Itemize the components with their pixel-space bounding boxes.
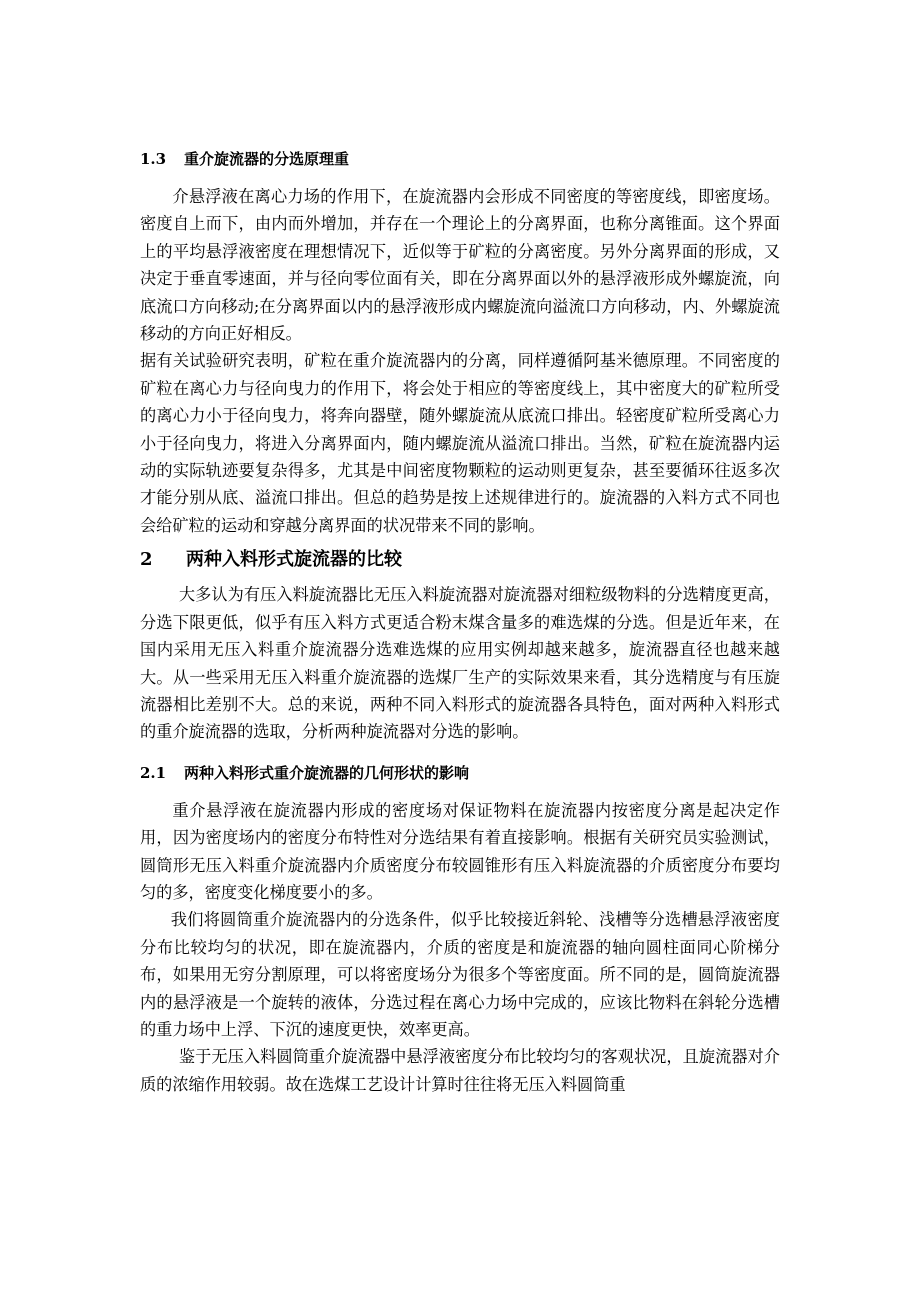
section-heading-2 xyxy=(140,547,780,573)
section-title: 两种入料形式旋流器的比较 xyxy=(186,549,402,571)
document-page xyxy=(140,148,780,1098)
section-number: 1.3 xyxy=(140,150,167,168)
paragraph: 大多认为有压入料旋流器比无压入料旋流器对旋流器对细粒级物料的分选精度更高，分选下限更低，似乎有压入料方式更适合粉末煤含量多的难选煤的分选。但是近年来，在国内采用无压入料重介旋流器分选难选煤的应用实例却越来越多，旋流器直径也越来越大。从一些采用无压入料重介旋流器的选煤厂生产的实际效果来看，其分选精度与有压旋流器相比差别不大。总的来说，两种不同入料形式的旋流器各具特色，面对两种入料形式的重介旋流器的选取，分析两种旋流器对分选的影响。 xyxy=(140,585,780,742)
section-heading-1-3 xyxy=(140,148,780,170)
section-title: 重介旋流器的分选原理重 xyxy=(184,150,350,168)
section-number: 2 xyxy=(140,549,153,571)
paragraph: 鉴于无压入料圆筒重介旋流器中悬浮液密度分布比较均匀的客观状况，且旋流器对介质的浓缩作用较弱。故在选煤工艺设计计算时往往将无压入料圆筒重 xyxy=(140,1047,780,1094)
paragraph: 我们将圆筒重介旋流器内的分选条件，似乎比较接近斜轮、浅槽等分选槽悬浮液密度分布比较均匀的状况，即在旋流器内，介质的密度是和旋流器的轴向圆柱面同心阶梯分布，如果用无穷分割原理，可以将密度场分为很多个等密度面。所不同的是，圆筒旋流器内的悬浮液是一个旋转的液体，分选过程在离心力场中完成的，应该比物料在斜轮分选槽的重力场中上浮、下沉的速度更快，效率更高。 xyxy=(140,910,780,1039)
section-number: 2.1 xyxy=(140,763,167,782)
paragraph: 介悬浮液在离心力场的作用下，在旋流器内会形成不同密度的等密度线，即密度场。密度自上而下，由内而外增加，并存在一个理论上的分离界面，也称分离锥面。这个界面上的平均悬浮液密度在理想情况下，近似等于矿粒的分离密度。另外分离界面的形成，又决定于垂直零速面，并与径向零位面有关，即在分离界面以外的悬浮液形成外螺旋流，向底流口方向移动;在分离界面以内的悬浮液形成内螺旋流向溢流口方向移动，内、外螺旋流移动的方向正好相反。 xyxy=(140,187,780,344)
paragraph: 重介悬浮液在旋流器内形成的密度场对保证物料在旋流器内按密度分离是起决定作用，因为密度场内的密度分布特性对分选结果有着直接影响。根据有关研究员实验测试，圆筒形无压入料重介旋流器内介质密度分布较圆锥形有压入料旋流器的介质密度分布要均匀的多，密度变化梯度要小的多。 xyxy=(140,800,780,902)
paragraph: 据有关试验研究表明，矿粒在重介旋流器内的分离，同样遵循阿基米德原理。不同密度的矿粒在离心力与径向曳力的作用下，将会处于相应的等密度线上，其中密度大的矿粒所受的离心力小于径向曳力，将奔向器壁，随外螺旋流从底流口排出。轻密度矿粒所受离心力小于径向曳力，将进入分离界面内，随内螺旋流从溢流口排出。当然，矿粒在旋流器内运动的实际轨迹要复杂得多，尤其是中间密度物颗粒的运动则更复杂，甚至要循环往返多次才能分别从底、溢流口排出。但总的趋势是按上述规律进行的。旋流器的入料方式不同也会给矿粒的运动和穿越分离界面的状况带来不同的影响。 xyxy=(140,351,780,535)
section-heading-2-1 xyxy=(140,762,780,784)
section-title: 两种入料形式重介旋流器的几何形状的影响 xyxy=(184,763,470,782)
